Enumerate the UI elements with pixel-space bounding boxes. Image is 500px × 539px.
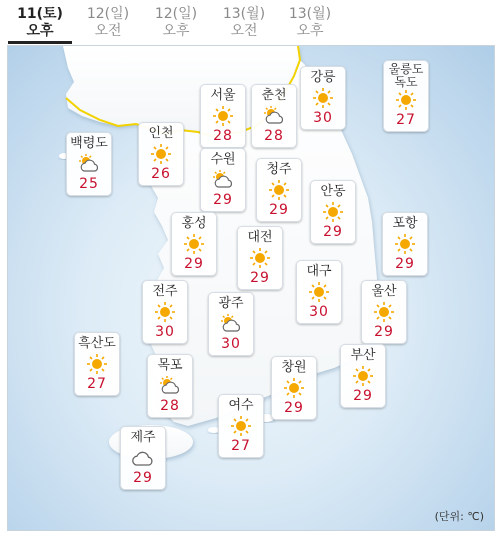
city-name: 백령도 (70, 136, 108, 151)
tab-day-label: 13(월) (222, 6, 266, 22)
temperature: 29 (395, 256, 415, 272)
temperature: 30 (309, 304, 329, 320)
tab-part-label: 오후 (26, 23, 54, 39)
temperature: 29 (284, 400, 304, 416)
sun-cloud-icon (158, 375, 182, 397)
time-tabs (0, 0, 500, 46)
tab-part-label: 오후 (296, 23, 324, 39)
city-name: 울산 (371, 284, 397, 299)
tab-11-sat-pm[interactable] (7, 6, 73, 40)
city-card-daegu[interactable] (296, 260, 342, 324)
city-card-jeonju[interactable] (142, 280, 188, 344)
sun-cloud-icon (77, 153, 101, 175)
temperature: 27 (231, 438, 251, 454)
city-card-andong[interactable] (310, 180, 356, 244)
sun-cloud-icon (211, 169, 235, 191)
temperature: 29 (353, 388, 373, 404)
city-card-yeosu[interactable] (218, 394, 264, 458)
temperature: 29 (184, 256, 204, 272)
tab-day-label: 11(토) (17, 6, 63, 22)
city-name: 제주 (130, 430, 156, 445)
tab-part-label: 오후 (162, 23, 190, 39)
temperature: 25 (79, 176, 99, 192)
temperature: 30 (221, 336, 241, 352)
sun-icon (267, 179, 291, 201)
sun-icon (229, 415, 253, 437)
city-card-hongseong[interactable] (171, 212, 217, 276)
city-card-chuncheon[interactable] (251, 84, 297, 148)
city-name: 춘천 (261, 88, 287, 103)
temperature: 28 (264, 128, 284, 144)
temperature: 29 (250, 270, 270, 286)
city-card-baengnyeongdo[interactable] (66, 132, 112, 196)
temperature: 27 (87, 376, 107, 392)
city-name: 안동 (320, 184, 346, 199)
sun-icon (182, 233, 206, 255)
city-name-second-line: 독도 (394, 75, 418, 89)
city-name: 부산 (350, 348, 376, 363)
temperature: 26 (151, 166, 171, 182)
temperature: 28 (213, 128, 233, 144)
city-card-ulsan[interactable] (361, 280, 407, 344)
temperature: 29 (374, 324, 394, 340)
tab-day-label: 12(일) (154, 6, 198, 22)
tab-12-sun-pm[interactable] (143, 6, 209, 40)
sun-icon (372, 301, 396, 323)
city-card-gwangju[interactable] (208, 292, 254, 356)
city-card-changwon[interactable] (271, 356, 317, 420)
city-card-incheon[interactable] (138, 122, 184, 186)
temperature: 30 (313, 110, 333, 126)
sun-icon (321, 201, 345, 223)
city-name: 서울 (210, 88, 236, 103)
city-name: 여수 (228, 398, 254, 413)
sun-icon (307, 281, 331, 303)
sun-cloud-icon (219, 313, 243, 335)
city-name: 전주 (152, 284, 178, 299)
city-name: 홍성 (181, 216, 207, 231)
city-name: 창원 (281, 360, 307, 375)
tab-13-mon-am[interactable] (211, 6, 277, 40)
sun-icon (351, 365, 375, 387)
city-name: 수원 (210, 152, 236, 167)
temperature: 29 (213, 192, 233, 208)
tab-day-label: 12(일) (86, 6, 130, 22)
temperature: 29 (269, 202, 289, 218)
city-name: 대구 (306, 264, 332, 279)
city-card-ulleungdo[interactable] (383, 60, 429, 132)
weather-map (7, 45, 495, 531)
city-card-pohang[interactable] (382, 212, 428, 276)
tab-part-label: 오전 (230, 23, 258, 39)
city-card-daejeon[interactable] (237, 226, 283, 290)
temperature: 27 (396, 112, 416, 128)
city-card-gangneung[interactable] (300, 66, 346, 130)
city-card-mokpo[interactable] (147, 354, 193, 418)
sun-icon (149, 143, 173, 165)
sun-icon (311, 87, 335, 109)
sun-icon (248, 247, 272, 269)
tab-part-label: 오전 (94, 23, 122, 39)
sun-icon (211, 105, 235, 127)
city-name: 광주 (218, 296, 244, 311)
sun-icon (282, 377, 306, 399)
active-tab-underline (8, 41, 72, 44)
temperature: 30 (155, 324, 175, 340)
cloud-icon (131, 447, 155, 469)
city-name: 청주 (266, 162, 292, 177)
tab-12-sun-am[interactable] (75, 6, 141, 40)
city-name: 포항 (392, 216, 418, 231)
city-card-seoul[interactable] (200, 84, 246, 148)
unit-label: (단위: ℃) (434, 510, 484, 523)
city-card-suwon[interactable] (200, 148, 246, 212)
tab-13-mon-pm[interactable] (277, 6, 343, 40)
city-card-heuksando[interactable] (74, 332, 120, 396)
city-card-jeju[interactable] (120, 426, 166, 490)
city-name: 울릉도 (388, 62, 424, 76)
city-name: 대전 (247, 230, 273, 245)
sun-icon (153, 301, 177, 323)
temperature: 29 (323, 224, 343, 240)
temperature: 28 (160, 398, 180, 414)
city-card-cheongju[interactable] (256, 158, 302, 222)
sun-cloud-icon (262, 105, 286, 127)
sun-icon (393, 233, 417, 255)
sun-icon (394, 89, 418, 111)
city-name: 강릉 (310, 70, 336, 85)
city-name: 흑산도 (78, 336, 116, 351)
sun-icon (85, 353, 109, 375)
city-name: 목포 (157, 358, 183, 373)
temperature: 29 (133, 470, 153, 486)
tab-day-label: 13(월) (288, 6, 332, 22)
city-name: 인천 (148, 126, 174, 141)
city-card-busan[interactable] (340, 344, 386, 408)
